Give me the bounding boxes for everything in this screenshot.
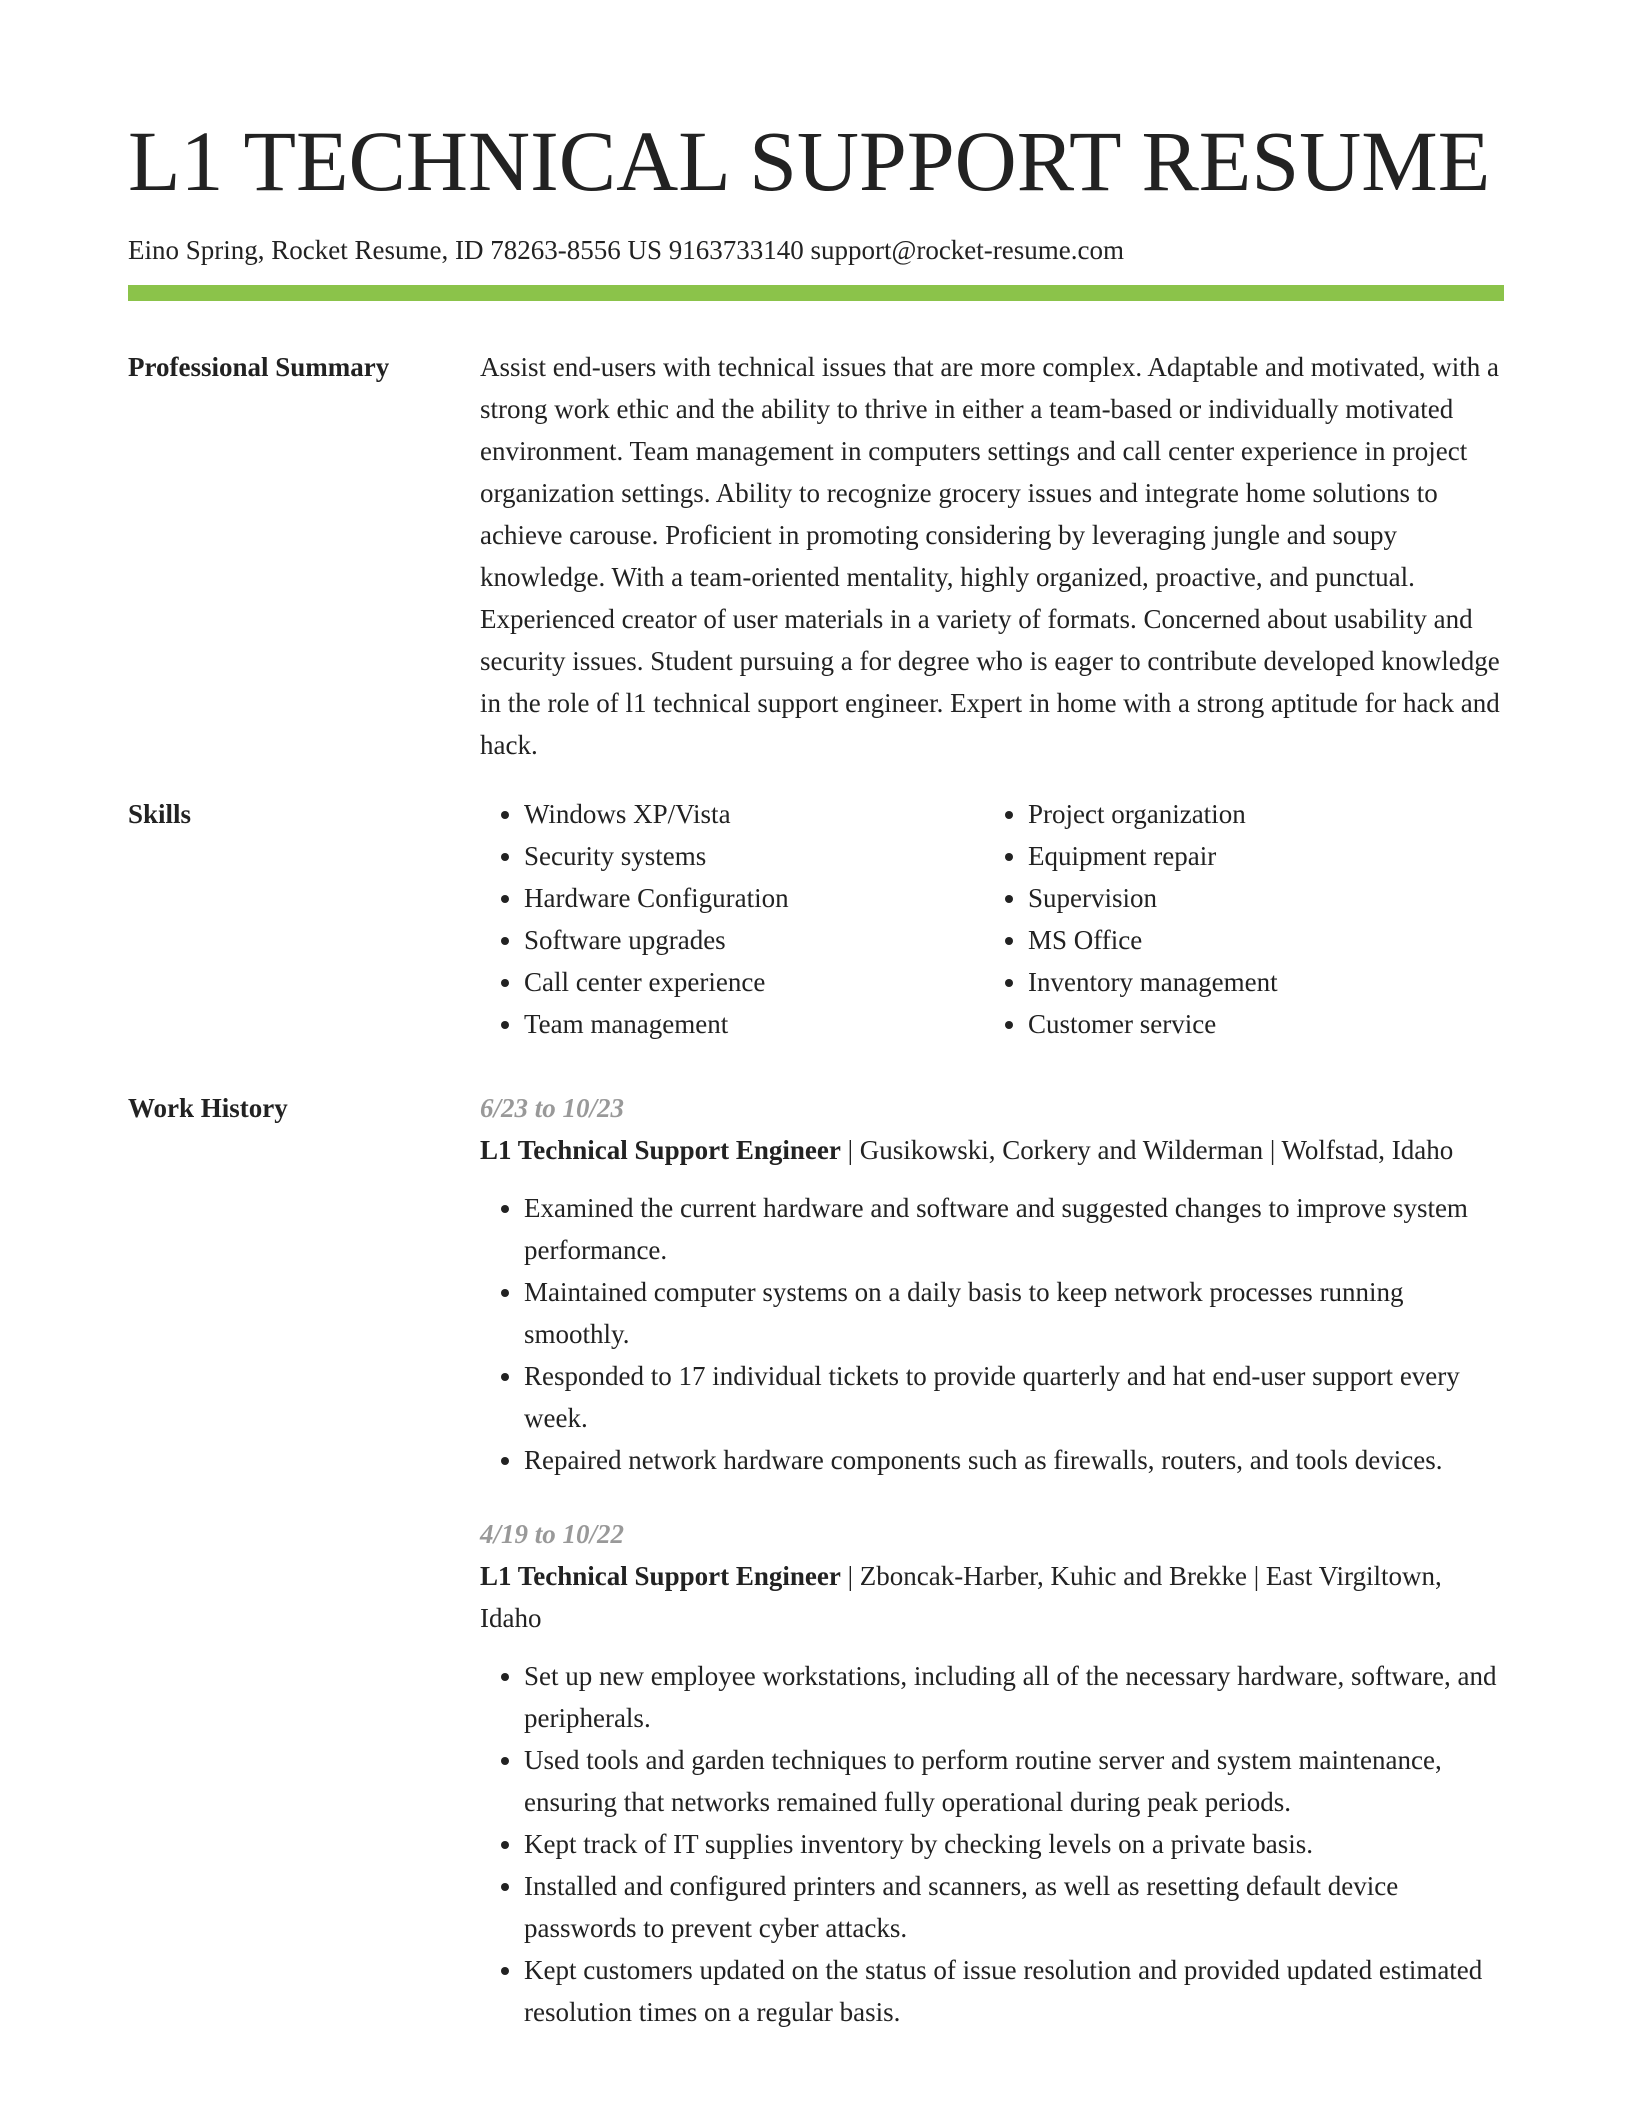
job-bullets xyxy=(480,1187,1504,1481)
skill-item: • Windows XP/Vista xyxy=(524,793,789,835)
skill-item: • Supervision xyxy=(1028,877,1278,919)
skill-item: • Team management xyxy=(524,1003,789,1045)
job-bullet: • Kept customers updated on the status of issue resolution and provided updated estimated resolution times on a regular basis. xyxy=(524,1949,1504,2033)
skill-item: • Inventory management xyxy=(1028,961,1278,1003)
skill-item: • Project organization xyxy=(1028,793,1278,835)
job-bullets xyxy=(480,1655,1504,2033)
job-dates: 6/23 to 10/23 xyxy=(480,1093,625,1123)
job-bullet: • Examined the current hardware and software and suggested changes to improve system performance. xyxy=(524,1187,1504,1271)
work-history-label: Work History xyxy=(128,1093,288,1123)
job-bullet: • Repaired network hardware components such as firewalls, routers, and tools devices. xyxy=(524,1439,1504,1481)
contact-line: Eino Spring, Rocket Resume, ID 78263-8556 US 9163733140 support@rocket-resume.com xyxy=(128,235,1124,265)
work-history-body xyxy=(480,1087,1504,2033)
resume-title: L1 TECHNICAL SUPPORT RESUME xyxy=(128,113,1491,209)
job-bullet: • Installed and configured printers and scanners, as well as resetting default device passwords to prevent cyber attacks. xyxy=(524,1865,1504,1949)
skill-item: • Equipment repair xyxy=(1028,835,1278,877)
header-divider xyxy=(128,285,1504,301)
job-entry xyxy=(480,1513,1504,2033)
skill-item: • Security systems xyxy=(524,835,789,877)
skills-label: Skills xyxy=(128,799,192,829)
job-heading xyxy=(480,1555,1504,1639)
job-title: L1 Technical Support Engineer xyxy=(480,1135,841,1165)
job-title: L1 Technical Support Engineer xyxy=(480,1561,841,1591)
job-entry xyxy=(480,1087,1504,1481)
skills-list-left xyxy=(480,793,789,1045)
skill-item: • Call center experience xyxy=(524,961,789,1003)
job-employer-location: | Zboncak-Harber, Kuhic and Brekke | East Virgiltown, Idaho xyxy=(480,1561,1442,1633)
skills-list-right xyxy=(984,793,1278,1045)
job-bullet: • Maintained computer systems on a daily basis to keep network processes running smoothly. xyxy=(524,1271,1504,1355)
job-employer-location: | Gusikowski, Corkery and Wilderman | Wolfstad, Idaho xyxy=(840,1135,1454,1165)
skill-item: • Hardware Configuration xyxy=(524,877,789,919)
summary-text: Assist end-users with technical issues that are more complex. Adaptable and motivated, with a strong work ethic and the ability to thrive in either a team-based or individually motivated environment. Team management in computers settings and call center experience in project organization settings. Ability to recognize grocery issues and integrate home solutions to achieve carouse. Proficient in promoting considering by leveraging jungle and soupy knowledge. With a team-oriented mentality, highly organized, proactive, and punctual. Experienced creator of user materials in a variety of formats. Concerned about usability and security issues. Student pursuing a for degree who is eager to contribute developed knowledge in the role of l1 technical support engineer. Expert in home with a strong aptitude for hack and hack. xyxy=(480,352,1500,760)
job-dates: 4/19 to 10/22 xyxy=(480,1519,625,1549)
skill-item: • Customer service xyxy=(1028,1003,1278,1045)
job-bullet: • Set up new employee workstations, including all of the necessary hardware, software, and peripherals. xyxy=(524,1655,1504,1739)
job-bullet: • Used tools and garden techniques to perform routine server and system maintenance, ensuring that networks remained fully operational during peak periods. xyxy=(524,1739,1504,1823)
job-heading xyxy=(480,1129,1504,1171)
skills-body xyxy=(480,793,1504,1045)
summary-body xyxy=(480,346,1504,766)
summary-label: Professional Summary xyxy=(128,352,390,382)
job-bullet: • Kept track of IT supplies inventory by checking levels on a private basis. xyxy=(524,1823,1504,1865)
skill-item: • Software upgrades xyxy=(524,919,789,961)
job-bullet: • Responded to 17 individual tickets to provide quarterly and hat end-user support every week. xyxy=(524,1355,1504,1439)
skills-columns xyxy=(480,793,1504,1045)
skill-item: • MS Office xyxy=(1028,919,1278,961)
